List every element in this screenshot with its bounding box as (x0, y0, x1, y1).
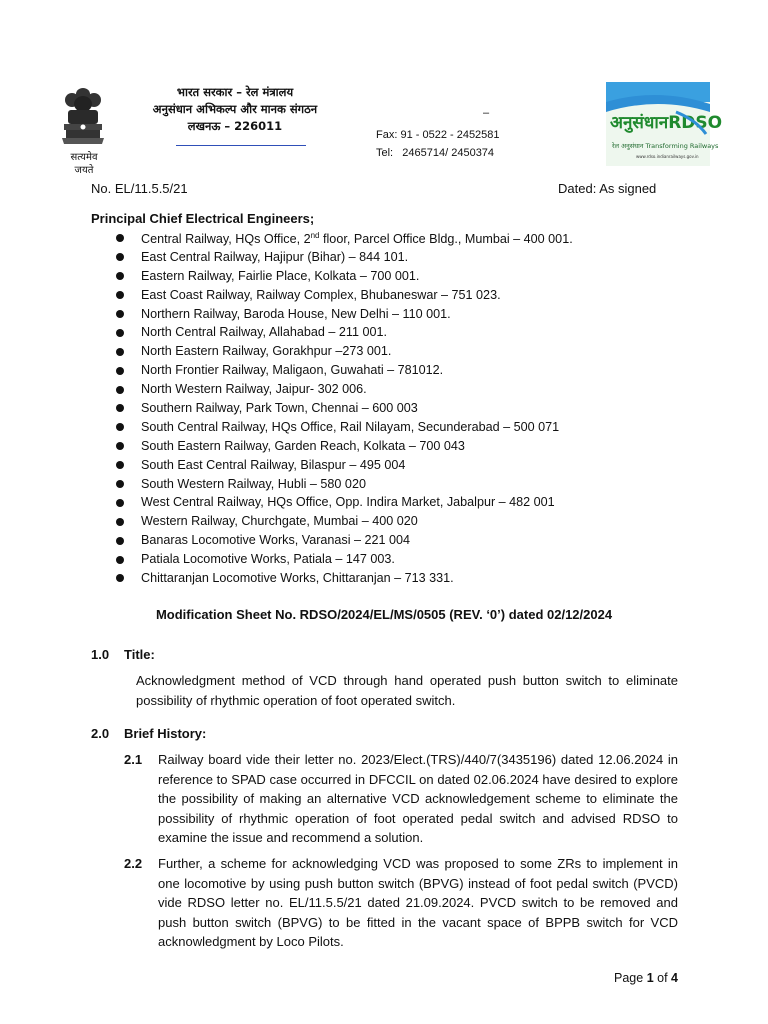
bullet-icon (116, 404, 124, 412)
railway-address: North Central Railway, Allahabad – 211 001. (141, 325, 387, 340)
subsection-2-1-number: 2.1 (124, 752, 143, 767)
railway-address: East Coast Railway, Railway Complex, Bhubaneswar – 751 023. (141, 287, 501, 302)
list-item (116, 399, 573, 418)
bullet-icon (116, 310, 124, 318)
list-item (116, 531, 573, 550)
reference-number: No. EL/11.5.5/21 (91, 181, 188, 196)
national-emblem-icon (58, 84, 108, 152)
railway-address: Northern Railway, Baroda House, New Delhi – 110 001. (141, 306, 451, 321)
subsection-2-2-number: 2.2 (124, 856, 143, 871)
page-word: Page (614, 971, 644, 985)
bullet-icon (116, 367, 124, 375)
list-item (116, 248, 573, 267)
section-1-text: Acknowledgment method of VCD through hand operated push button switch to eliminate possibility of rhythmic operation of foot operated switch. (136, 673, 678, 708)
list-item (116, 493, 573, 512)
bullet-icon (116, 272, 124, 280)
subsection-2-1-text: Railway board vide their letter no. 2023/Elect.(TRS)/440/7(3435196) dated 12.06.2024 in reference to SPAD case occurred in DFCCIL on dated 02.06.2024 have desired to explore the possibility of making an alternative VCD acknowledgement scheme to eliminate the possibility of rhythmic operation of foot operated pedal switch and advised RDSO to examine the issue and recommend a solution. (158, 752, 678, 845)
hindi-header-line-2: अनुसंधान अभिकल्प और मानक संगठन (152, 102, 318, 116)
bullet-icon (116, 348, 124, 356)
subsection-2-2-text: Further, a scheme for acknowledging VCD was proposed to some ZRs to implement in one locomotive by using push button switch (BPVG) instead of foot pedal switch (PVCD) vide RDSO letter no. EL/11.5.5/21 dated 21.09.2024. PVCD switch to be removed and push button switch (BPVG) to be fitted in the vacant space of BPPB switch for VCD acknowledgment by Loco Pilots. (158, 856, 678, 949)
modification-sheet-heading: Modification Sheet No. RDSO/2024/EL/MS/0505 (REV. ‘0’) dated 02/12/2024 (155, 607, 613, 622)
railway-address: Patiala Locomotive Works, Patiala – 147 003. (141, 552, 395, 567)
organization-hindi-header (130, 84, 340, 135)
railway-address: North Eastern Railway, Gorakhpur –273 001. (141, 344, 392, 359)
date-line: Dated: As signed (558, 181, 657, 196)
railway-address: Southern Railway, Park Town, Chennai – 600 003 (141, 401, 418, 416)
list-item (116, 267, 573, 286)
railway-address: West Central Railway, HQs Office, Opp. Indira Market, Jabalpur – 482 001 (141, 495, 555, 510)
emblem-caption (58, 151, 110, 177)
logo-text: अनुसंधानRDSO (610, 113, 723, 133)
railway-address: South East Central Railway, Bilaspur – 495 004 (141, 457, 406, 472)
list-item (116, 342, 573, 361)
bullet-icon (116, 386, 124, 394)
list-item (116, 550, 573, 569)
list-item (116, 569, 573, 588)
list-item (116, 361, 573, 380)
section-1-number: 1.0 (91, 647, 110, 662)
hindi-header-line-1: भारत सरकार – रेल मंत्रालय (176, 85, 294, 99)
logo-url: www.rdso.indianrailways.gov.in (636, 154, 699, 159)
of-word: of (657, 971, 668, 985)
total-pages: 4 (671, 971, 678, 985)
section-1-title: Title: (124, 647, 155, 662)
bullet-icon (116, 291, 124, 299)
list-item (116, 456, 573, 475)
railway-address: South Eastern Railway, Garden Reach, Kolkata – 700 043 (141, 438, 465, 453)
bullet-icon (116, 234, 124, 242)
bullet-icon (116, 461, 124, 469)
emblem-caption-line-2: जयते (74, 165, 94, 176)
railway-address: Eastern Railway, Fairlie Place, Kolkata – 700 001. (141, 268, 420, 283)
list-item (116, 418, 573, 437)
bullet-icon (116, 442, 124, 450)
bullet-icon (116, 423, 124, 431)
emblem-caption-line-1: सत्यमेव (70, 152, 98, 163)
fax-number: Fax: 91 - 0522 - 2452581 (376, 129, 500, 141)
bullet-icon (116, 556, 124, 564)
railway-address: Central Railway, HQs Office, 2nd floor, Parcel Office Bldg., Mumbai – 400 001. (141, 231, 573, 247)
railway-address: East Central Railway, Hajipur (Bihar) – 844 101. (141, 249, 409, 264)
section-2-number: 2.0 (91, 726, 110, 741)
rdso-logo (606, 82, 723, 166)
bullet-icon (116, 253, 124, 261)
header-dash-mark: – (483, 107, 490, 119)
railway-address: North Frontier Railway, Maligaon, Guwahati – 781012. (141, 363, 444, 378)
list-item (116, 323, 573, 342)
section-2-title: Brief History: (124, 726, 207, 741)
bullet-icon (116, 537, 124, 545)
bullet-icon (116, 329, 124, 337)
railway-address: Chittaranjan Locomotive Works, Chittaranjan – 713 331. (141, 571, 454, 586)
addressee-list (116, 229, 573, 588)
header-underline (176, 145, 306, 146)
list-item (116, 380, 573, 399)
bullet-icon (116, 480, 124, 488)
railway-address: Western Railway, Churchgate, Mumbai – 400 020 (141, 514, 418, 529)
bullet-icon (116, 574, 124, 582)
bullet-icon (116, 499, 124, 507)
page-number-footer (614, 971, 678, 985)
telephone-numbers: Tel: 2465714/ 2450374 (376, 147, 495, 159)
railway-address: South Western Railway, Hubli – 580 020 (141, 476, 366, 491)
railway-address: North Western Railway, Jaipur- 302 006. (141, 382, 367, 397)
logo-subtitle: रेल अनुसंधान Transforming Railways (612, 142, 719, 150)
current-page: 1 (646, 971, 654, 985)
railway-address: Banaras Locomotive Works, Varanasi – 221 004 (141, 533, 411, 548)
list-item (116, 286, 573, 305)
bullet-icon (116, 518, 124, 526)
list-item (116, 512, 573, 531)
list-item (116, 305, 573, 324)
hindi-header-line-3: लखनऊ – 226011 (187, 119, 283, 133)
list-item (116, 475, 573, 494)
railway-address: South Central Railway, HQs Office, Rail Nilayam, Secunderabad – 500 071 (141, 419, 560, 434)
addressee-heading: Principal Chief Electrical Engineers; (91, 211, 315, 226)
list-item (116, 229, 573, 248)
list-item (116, 437, 573, 456)
